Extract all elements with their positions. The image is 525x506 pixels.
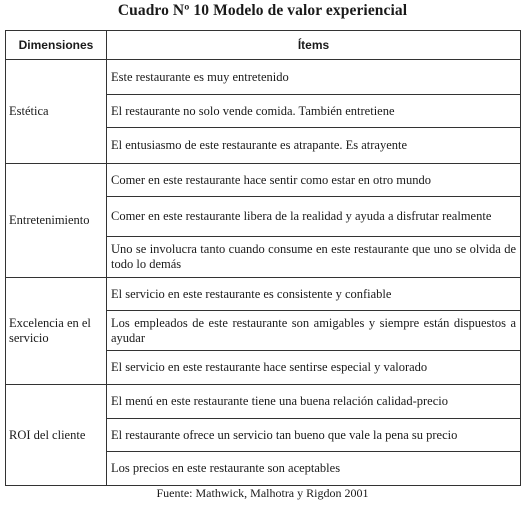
table-row: [6, 278, 521, 385]
item-text: El servicio en este restaurante hace sentirse especial y valorado: [111, 360, 428, 374]
item-text: El restaurante no solo vende comida. También entretiene: [111, 103, 395, 118]
item-entry: [107, 278, 520, 311]
table-row: [6, 164, 521, 278]
item-text: Este restaurante es muy entretenido: [111, 69, 289, 84]
item-entry: [107, 95, 520, 128]
item-text: Uno se involucra tanto cuando consume en este restaurante que uno se olvida de todo lo demás: [111, 242, 516, 271]
items-cell: [107, 278, 521, 385]
item-entry: [107, 60, 520, 95]
items-cell: [107, 164, 521, 278]
item-entry: [107, 128, 520, 163]
table-row: [6, 385, 521, 486]
item-entry: [107, 164, 520, 197]
item-text: Comer en este restaurante hace sentir como estar en otro mundo: [111, 172, 432, 187]
items-cell: [107, 60, 521, 164]
header-dimensions: Dimensiones: [6, 31, 107, 60]
table-title: Cuadro Nº 10 Modelo de valor experiencial: [117, 2, 408, 19]
table-row: [6, 60, 521, 164]
item-text: El entusiasmo de este restaurante es atrapante. Es atrayente: [111, 138, 408, 152]
header-row: [6, 31, 521, 60]
item-text: El menú en este restaurante tiene una buena relación calidad-precio: [111, 394, 448, 408]
item-entry: [107, 351, 520, 384]
experiential-value-table: [5, 30, 521, 486]
item-entry: [107, 237, 520, 277]
header-items: Ítems: [107, 31, 521, 60]
item-text: El servicio en este restaurante es consistente y confiable: [111, 286, 392, 301]
source-note: Fuente: Mathwick, Malhotra y Rigdon 2001: [156, 486, 369, 500]
item-entry: [107, 419, 520, 452]
items-cell: [107, 385, 521, 486]
dimension-cell: Entretenimiento: [6, 164, 107, 278]
dimension-cell: Excelencia en el servicio: [6, 278, 107, 385]
dimension-cell: ROI del cliente: [6, 385, 107, 486]
item-text: Comer en este restaurante libera de la realidad y ayuda a disfrutar realmente: [111, 209, 492, 223]
dimension-cell: Estética: [6, 60, 107, 164]
item-text: Los precios en este restaurante son aceptables: [111, 461, 341, 475]
item-text: El restaurante ofrece un servicio tan bueno que vale la pena su precio: [111, 427, 458, 442]
item-entry: [107, 452, 520, 485]
item-entry: [107, 197, 520, 237]
item-entry: [107, 311, 520, 351]
item-text: Los empleados de este restaurante son amigables y siempre están dispuestos a ayudar: [111, 315, 516, 345]
item-entry: [107, 385, 520, 419]
